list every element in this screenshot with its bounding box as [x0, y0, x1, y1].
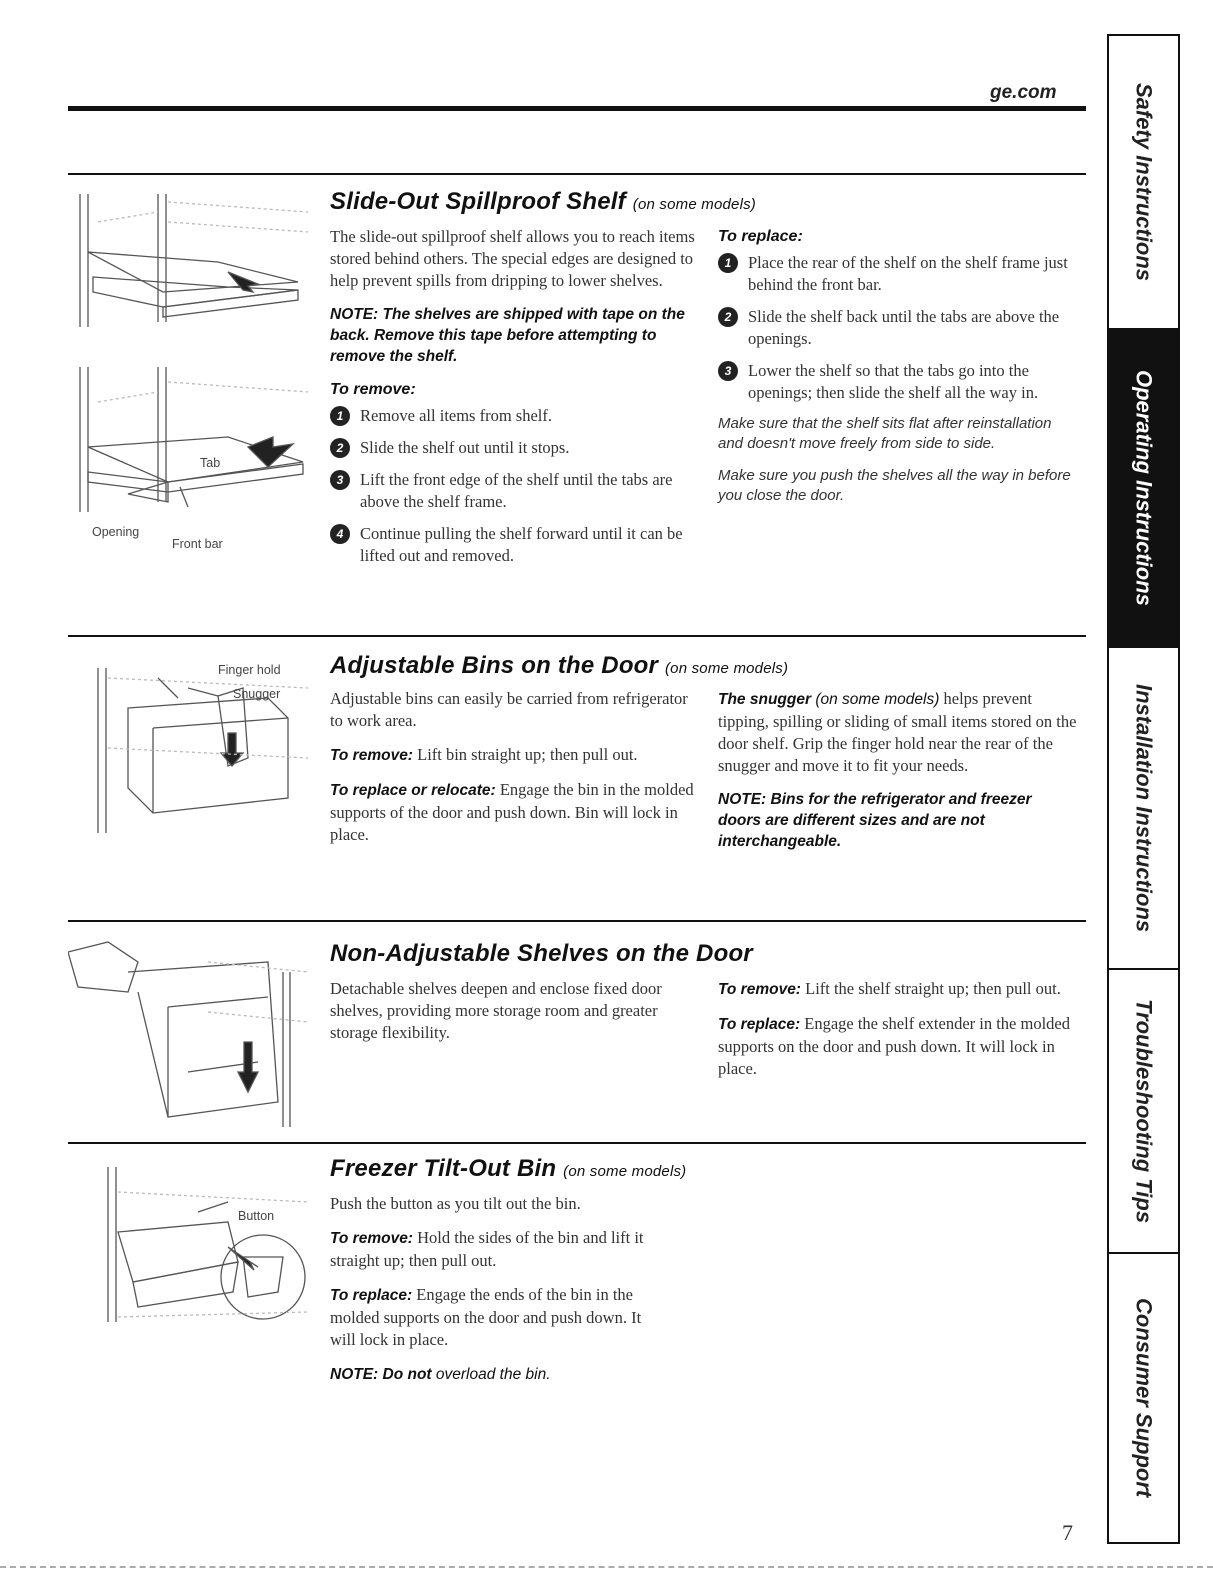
nonadj-right-column: To remove: Lift the shelf straight up; then pull out. To replace: Engage the shelf extender in the molded supports on the door and push down. It will lock in place.	[718, 979, 1070, 1078]
label-opening: Opening	[92, 525, 140, 539]
side-tab-bar	[1107, 34, 1180, 1544]
tab-safety-instructions[interactable]: Safety Instructions	[1131, 82, 1157, 282]
adjustable-bin-illustration	[68, 648, 313, 838]
label-tab: Tab	[200, 456, 221, 470]
page-number: 7	[1062, 1520, 1073, 1545]
label-front-bar: Front bar	[172, 537, 223, 551]
slide-shelf-illustration	[68, 182, 313, 562]
header-rule	[68, 106, 1086, 111]
section-divider	[68, 920, 1086, 922]
tab-troubleshooting-tips[interactable]: Troubleshooting Tips	[1131, 998, 1157, 1224]
bottom-border	[0, 1566, 1213, 1571]
freezer-column: Push the button as you tilt out the bin. To remove: Hold the sides of the bin and lift it straight up; then pull out. To replace: Engage the ends of the bin in the molded supports on the door and push down. It will lock in place. NOTE: Do not overload the bin.	[330, 1194, 644, 1383]
section-divider	[68, 635, 1086, 637]
section-divider	[68, 173, 1086, 175]
tab-consumer-support[interactable]: Consumer Support	[1131, 1298, 1157, 1498]
non-adjustable-shelf-illustration	[68, 932, 313, 1127]
tab-operating-instructions[interactable]: Operating Instructions	[1109, 328, 1178, 648]
section-title-non-adjustable-shelves: Non-Adjustable Shelves on the Door	[330, 940, 753, 967]
label-button: Button	[238, 1209, 275, 1223]
freezer-bin-illustration	[68, 1152, 313, 1327]
section-title-slide-out-shelf: Slide-Out Spillproof Shelf (on some models)	[330, 188, 756, 215]
section-title-freezer-tilt-out-bin: Freezer Tilt-Out Bin (on some models)	[330, 1155, 687, 1182]
nonadj-left-column: Detachable shelves deepen and enclose fixed door shelves, providing more storage room and greater storage flexibility.	[330, 979, 662, 1042]
section-title-adjustable-bins: Adjustable Bins on the Door (on some models)	[330, 652, 789, 679]
tab-installation-instructions[interactable]: Installation Instructions	[1131, 683, 1157, 933]
label-finger-hold: Finger hold	[218, 663, 281, 677]
site-url: ge.com	[990, 82, 1057, 103]
bins-left-column: Adjustable bins can easily be carried from refrigerator to work area. To remove: Lift bin straight up; then pull out. To replace or relocate: Engage the bin in the molded supports of the door and push down. Bin will lock in place.	[330, 689, 694, 844]
bins-right-column: The snugger (on some models) helps prevent tipping, spilling or sliding of small items stored on the door shelf. Grip the finger hold near the rear of the snugger and move it to fit your needs. NOTE: Bins for the refrigerator and freezer doors are different sizes and are not interchangeable.	[718, 689, 1077, 850]
slide-left-column: The slide-out spillproof shelf allows you to reach items stored behind others. The special edges are designed to help prevent spills from dripping to lower shelves. NOTE: The shelves are shipped with tape on the back. Remove this tape before attempting to remove the shelf. To remove: 1 Remove all items from shelf. 2 Slide the shelf out until it stops. 3 Lift the front edge of the shelf until the tabs are above the shelf frame. 4 Continue pulling the shelf forward until it can be lifted out and removed.	[330, 227, 695, 565]
label-snugger: Snugger	[233, 687, 281, 701]
slide-right-column: To replace: 1 Place the rear of the shelf on the shelf frame just behind the front bar. 2 Slide the shelf back until the tabs are above the openings. 3 Lower the shelf so that the tabs go into the openings; then slide the shelf all the way in. Make sure that the shelf sits flat after reinstallation and doesn't move freely from side to side. Make sure you push the shelves all the way in before you close the door.	[718, 228, 1071, 504]
section-divider	[68, 1142, 1086, 1144]
